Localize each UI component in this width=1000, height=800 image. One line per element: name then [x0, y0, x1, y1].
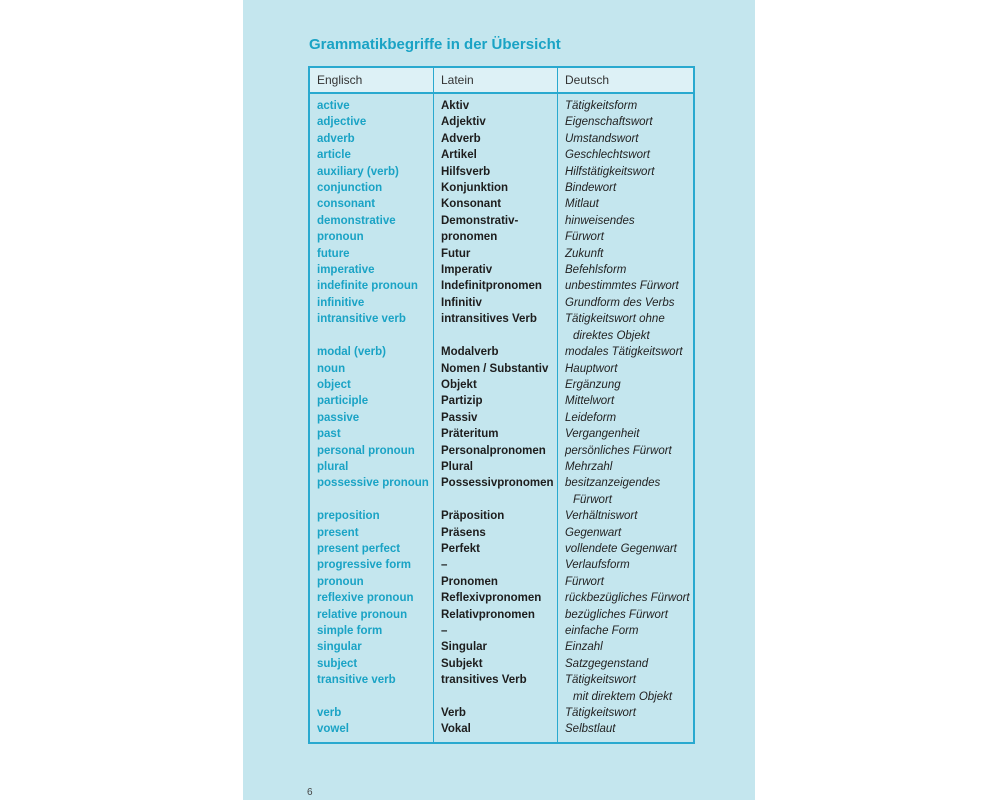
- term-english: relative pronoun: [309, 607, 434, 623]
- term-latin: Adverb: [434, 131, 558, 147]
- table-row: [309, 147, 694, 163]
- term-english: imperative: [309, 262, 434, 278]
- term-latin: Aktiv: [434, 93, 558, 114]
- table-row: [309, 246, 694, 262]
- term-latin: Imperativ: [434, 262, 558, 278]
- term-english: participle: [309, 393, 434, 409]
- term-german-line: unbestimmtes Fürwort: [565, 280, 679, 293]
- term-english: adverb: [309, 131, 434, 147]
- table-body: [309, 93, 694, 743]
- term-english: article: [309, 147, 434, 163]
- table-row: [309, 114, 694, 130]
- term-german-line: Mitlaut: [565, 198, 599, 211]
- term-german-line: Verlaufsform: [565, 559, 630, 572]
- term-english: pronoun: [309, 229, 434, 245]
- term-german: [558, 410, 695, 426]
- term-german-line: besitzanzeigendes: [565, 477, 661, 490]
- term-english: adjective: [309, 114, 434, 130]
- term-latin: –: [434, 623, 558, 639]
- term-latin: Vokal: [434, 721, 558, 742]
- term-german-line: Tätigkeitswort ohne: [565, 313, 665, 326]
- table-row: [309, 426, 694, 442]
- term-german: [558, 393, 695, 409]
- table-row: [309, 623, 694, 639]
- term-english: noun: [309, 361, 434, 377]
- term-german: [558, 311, 695, 344]
- term-german: [558, 639, 695, 655]
- term-german: [558, 180, 695, 196]
- term-english: present perfect: [309, 541, 434, 557]
- term-latin: Präsens: [434, 525, 558, 541]
- table-row: [309, 344, 694, 360]
- table-row: [309, 525, 694, 541]
- term-german: [558, 262, 695, 278]
- table-row: [309, 295, 694, 311]
- term-english: simple form: [309, 623, 434, 639]
- term-english: future: [309, 246, 434, 262]
- term-latin: Plural: [434, 459, 558, 475]
- term-latin: Possessivpronomen: [434, 475, 558, 508]
- term-german: [558, 196, 695, 212]
- term-german: [558, 590, 695, 606]
- header-latein: Latein: [434, 67, 558, 93]
- term-german-line: Grundform des Verbs: [565, 296, 675, 309]
- term-latin: –: [434, 557, 558, 573]
- table-row: [309, 93, 694, 114]
- table-row: [309, 639, 694, 655]
- term-german: [558, 164, 695, 180]
- term-german-line: Fürwort: [565, 231, 604, 244]
- term-german: [558, 278, 695, 294]
- table-row: [309, 229, 694, 245]
- term-latin: Artikel: [434, 147, 558, 163]
- term-latin: Präteritum: [434, 426, 558, 442]
- term-german: [558, 574, 695, 590]
- term-german-line: Fürwort: [573, 493, 612, 506]
- term-english: plural: [309, 459, 434, 475]
- book-page: [243, 0, 755, 800]
- term-german-line: Hilfstätigkeitswort: [565, 165, 655, 178]
- table-row: [309, 180, 694, 196]
- table-row: [309, 443, 694, 459]
- term-german-line: Fürwort: [565, 575, 604, 588]
- term-german: [558, 623, 695, 639]
- term-latin: pronomen: [434, 229, 558, 245]
- term-english: subject: [309, 656, 434, 672]
- term-english: transitive verb: [309, 672, 434, 705]
- term-german: [558, 705, 695, 721]
- term-german: [558, 344, 695, 360]
- term-latin: Singular: [434, 639, 558, 655]
- term-latin: Konjunktion: [434, 180, 558, 196]
- term-german-line: Selbstlaut: [565, 723, 616, 736]
- term-latin: Partizip: [434, 393, 558, 409]
- header-deutsch: Deutsch: [558, 67, 695, 93]
- table-row: [309, 541, 694, 557]
- term-german-line: Mittelwort: [565, 395, 615, 408]
- term-latin: Demonstrativ-: [434, 213, 558, 229]
- term-latin: Futur: [434, 246, 558, 262]
- term-english: preposition: [309, 508, 434, 524]
- table-header-row: [309, 67, 694, 93]
- term-german-line: Befehlsform: [565, 264, 627, 277]
- term-german-line: Satzgegenstand: [565, 657, 649, 670]
- page-number: 6: [307, 787, 313, 798]
- term-german: [558, 295, 695, 311]
- term-english: reflexive pronoun: [309, 590, 434, 606]
- term-german-line: direktes Objekt: [573, 329, 650, 342]
- term-german-line: rückbezügliches Fürwort: [565, 592, 690, 605]
- term-german-line: Leideform: [565, 411, 617, 424]
- term-latin: Reflexivpronomen: [434, 590, 558, 606]
- term-latin: Pronomen: [434, 574, 558, 590]
- table-row: [309, 459, 694, 475]
- table-row: [309, 705, 694, 721]
- term-english: intransitive verb: [309, 311, 434, 344]
- term-german-line: Einzahl: [565, 641, 603, 654]
- term-german-line: Hauptwort: [565, 362, 618, 375]
- term-german: [558, 541, 695, 557]
- term-english: singular: [309, 639, 434, 655]
- table-row: [309, 164, 694, 180]
- term-german: [558, 426, 695, 442]
- term-english: modal (verb): [309, 344, 434, 360]
- term-german: [558, 607, 695, 623]
- term-latin: transitives Verb: [434, 672, 558, 705]
- table-row: [309, 393, 694, 409]
- term-german: [558, 672, 695, 705]
- term-english: progressive form: [309, 557, 434, 573]
- term-german: [558, 459, 695, 475]
- term-english: demonstrative: [309, 213, 434, 229]
- table-row: [309, 410, 694, 426]
- term-german-line: Geschlechtswort: [565, 149, 651, 162]
- term-latin: Perfekt: [434, 541, 558, 557]
- page-title: Grammatikbegriffe in der Übersicht: [309, 36, 561, 53]
- term-english: personal pronoun: [309, 443, 434, 459]
- term-english: infinitive: [309, 295, 434, 311]
- table-row: [309, 574, 694, 590]
- term-english: indefinite pronoun: [309, 278, 434, 294]
- term-german: [558, 114, 695, 130]
- term-german: [558, 525, 695, 541]
- term-english: auxiliary (verb): [309, 164, 434, 180]
- term-german: [558, 246, 695, 262]
- term-latin: intransitives Verb: [434, 311, 558, 344]
- term-german: [558, 361, 695, 377]
- table-row: [309, 377, 694, 393]
- table-row: [309, 278, 694, 294]
- term-german-line: persönliches Fürwort: [565, 444, 672, 457]
- table-row: [309, 508, 694, 524]
- term-english: possessive pronoun: [309, 475, 434, 508]
- term-german-line: Tätigkeitswort: [565, 674, 636, 687]
- term-german-line: Zukunft: [565, 247, 604, 260]
- term-latin: Infinitiv: [434, 295, 558, 311]
- term-german: [558, 131, 695, 147]
- term-english: past: [309, 426, 434, 442]
- term-english: vowel: [309, 721, 434, 742]
- term-latin: Personalpronomen: [434, 443, 558, 459]
- term-german-line: vollendete Gegenwart: [565, 542, 677, 555]
- term-german-line: Verhältniswort: [565, 510, 638, 523]
- term-english: present: [309, 525, 434, 541]
- table-row: [309, 196, 694, 212]
- table-row: [309, 607, 694, 623]
- table-row: [309, 590, 694, 606]
- term-latin: Adjektiv: [434, 114, 558, 130]
- term-german-line: hinweisendes: [565, 214, 635, 227]
- term-english: conjunction: [309, 180, 434, 196]
- table-row: [309, 475, 694, 508]
- header-englisch: Englisch: [309, 67, 434, 93]
- grammar-table: [308, 66, 695, 744]
- table-row: [309, 131, 694, 147]
- table-row: [309, 213, 694, 229]
- term-german-line: bezügliches Fürwort: [565, 608, 668, 621]
- term-german-line: Mehrzahl: [565, 460, 613, 473]
- term-german: [558, 656, 695, 672]
- term-english: pronoun: [309, 574, 434, 590]
- term-german: [558, 93, 695, 114]
- term-latin: Verb: [434, 705, 558, 721]
- term-german-line: Umstandswort: [565, 132, 639, 145]
- term-german-line: Bindewort: [565, 182, 617, 195]
- term-english: consonant: [309, 196, 434, 212]
- table-row: [309, 361, 694, 377]
- term-german: [558, 557, 695, 573]
- term-latin: Hilfsverb: [434, 164, 558, 180]
- term-german-line: einfache Form: [565, 625, 639, 637]
- term-german-line: Ergänzung: [565, 378, 621, 391]
- table-row: [309, 262, 694, 278]
- term-german: [558, 213, 695, 229]
- table-row: [309, 721, 694, 742]
- term-german: [558, 508, 695, 524]
- term-latin: Objekt: [434, 377, 558, 393]
- term-latin: Modalverb: [434, 344, 558, 360]
- term-german-line: Eigenschaftswort: [565, 116, 653, 129]
- term-latin: Nomen / Substantiv: [434, 361, 558, 377]
- term-english: active: [309, 93, 434, 114]
- term-english: verb: [309, 705, 434, 721]
- term-german-line: Gegenwart: [565, 526, 622, 539]
- term-german: [558, 377, 695, 393]
- term-german-line: modales Tätigkeitswort: [565, 346, 683, 359]
- table-row: [309, 672, 694, 705]
- term-latin: Relativpronomen: [434, 607, 558, 623]
- term-german: [558, 475, 695, 508]
- term-latin: Passiv: [434, 410, 558, 426]
- term-latin: Konsonant: [434, 196, 558, 212]
- term-german: [558, 721, 695, 742]
- term-latin: Präposition: [434, 508, 558, 524]
- term-german-line: Tätigkeitsform: [565, 100, 638, 112]
- term-german: [558, 443, 695, 459]
- term-german-line: mit direktem Objekt: [573, 690, 673, 703]
- term-german: [558, 229, 695, 245]
- term-english: passive: [309, 410, 434, 426]
- term-german-line: Vergangenheit: [565, 428, 640, 441]
- table-row: [309, 656, 694, 672]
- table-row: [309, 311, 694, 344]
- term-latin: Indefinitpronomen: [434, 278, 558, 294]
- table-row: [309, 557, 694, 573]
- term-english: object: [309, 377, 434, 393]
- term-latin: Subjekt: [434, 656, 558, 672]
- term-german: [558, 147, 695, 163]
- term-german-line: Tätigkeitswort: [565, 707, 636, 720]
